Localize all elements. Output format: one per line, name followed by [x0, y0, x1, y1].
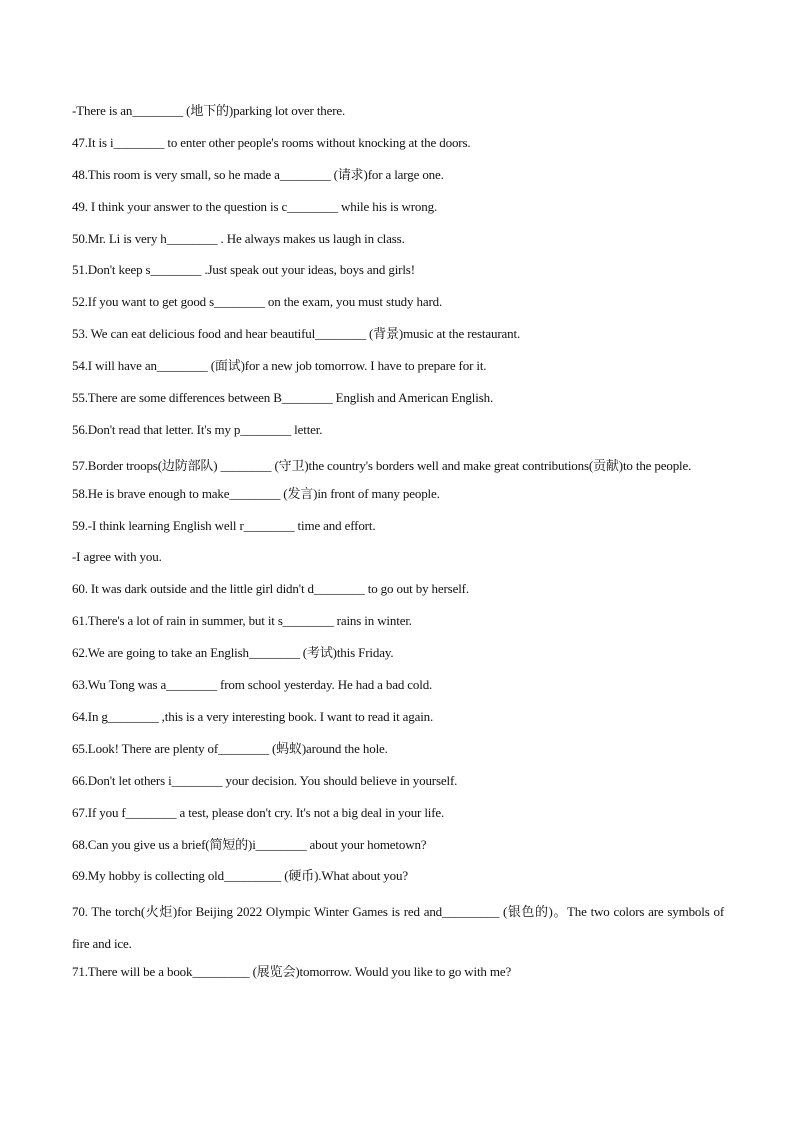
question-54: 54.I will have an________ (面试)for a new job tomorrow. I have to prepare for it. — [72, 358, 487, 374]
question-57: 57.Border troops(边防部队) ________ (守卫)the country's borders well and make great contributions(贡献)to the people. — [72, 457, 692, 473]
question-71: 71.There will be a book_________ (展览会)tomorrow. Would you like to go with me? — [72, 964, 512, 980]
question-63: 63.Wu Tong was a________ from school yesterday. He had a bad cold. — [72, 677, 433, 693]
question-64: 64.In g________ ,this is a very interesting book. I want to read it again. — [72, 708, 434, 724]
question-line: -There is an________ (地下的)parking lot over there. — [72, 103, 346, 118]
question-56: 56.Don't read that letter. It's my p________ letter. — [72, 421, 323, 437]
question-49: 49. I think your answer to the question is c________ while his is wrong. — [72, 198, 438, 214]
question-61: 61.There's a lot of rain in summer, but it s________ rains in winter. — [72, 613, 412, 629]
question-68: 68.Can you give us a brief(简短的)i________ about your hometown? — [72, 836, 427, 852]
question-60: 60. It was dark outside and the little girl didn't d________ to go out by herself. — [72, 581, 469, 597]
question-59-reply: -I agree with you. — [72, 549, 162, 565]
question-51: 51.Don't keep s________ .Just speak out your ideas, boys and girls! — [72, 262, 415, 278]
question-66: 66.Don't let others i________ your decision. You should believe in yourself. — [72, 772, 458, 788]
question-62: 62.We are going to take an English________ (考试)this Friday. — [72, 645, 394, 661]
question-48: 48.This room is very small, so he made a________ (请求)for a large one. — [72, 166, 444, 182]
question-58: 58.He is brave enough to make________ (发言)in front of many people. — [72, 485, 440, 501]
question-53: 53. We can eat delicious food and hear beautiful________ (背景)music at the restaurant. — [72, 326, 521, 342]
question-65: 65.Look! There are plenty of________ (蚂蚁)around the hole. — [72, 740, 388, 756]
worksheet-page — [72, 99, 724, 992]
question-55: 55.There are some differences between B________ English and American English. — [72, 390, 494, 406]
question-47: 47.It is i________ to enter other people's rooms without knocking at the doors. — [72, 134, 471, 150]
question-67: 67.If you f________ a test, please don't cry. It's not a big deal in your life. — [72, 804, 445, 820]
question-69: 69.My hobby is collecting old_________ (硬币).What about you? — [72, 868, 408, 884]
question-70: 70. The torch(火炬)for Beijing 2022 Olympic Winter Games is red and_________ (银色的)。The two colors are symbols of fire and ice. — [72, 904, 724, 952]
question-52: 52.If you want to get good s________ on the exam, you must study hard. — [72, 294, 443, 310]
question-50: 50.Mr. Li is very h________ . He always makes us laugh in class. — [72, 230, 405, 246]
question-59: 59.-I think learning English well r________ time and effort. — [72, 517, 376, 533]
